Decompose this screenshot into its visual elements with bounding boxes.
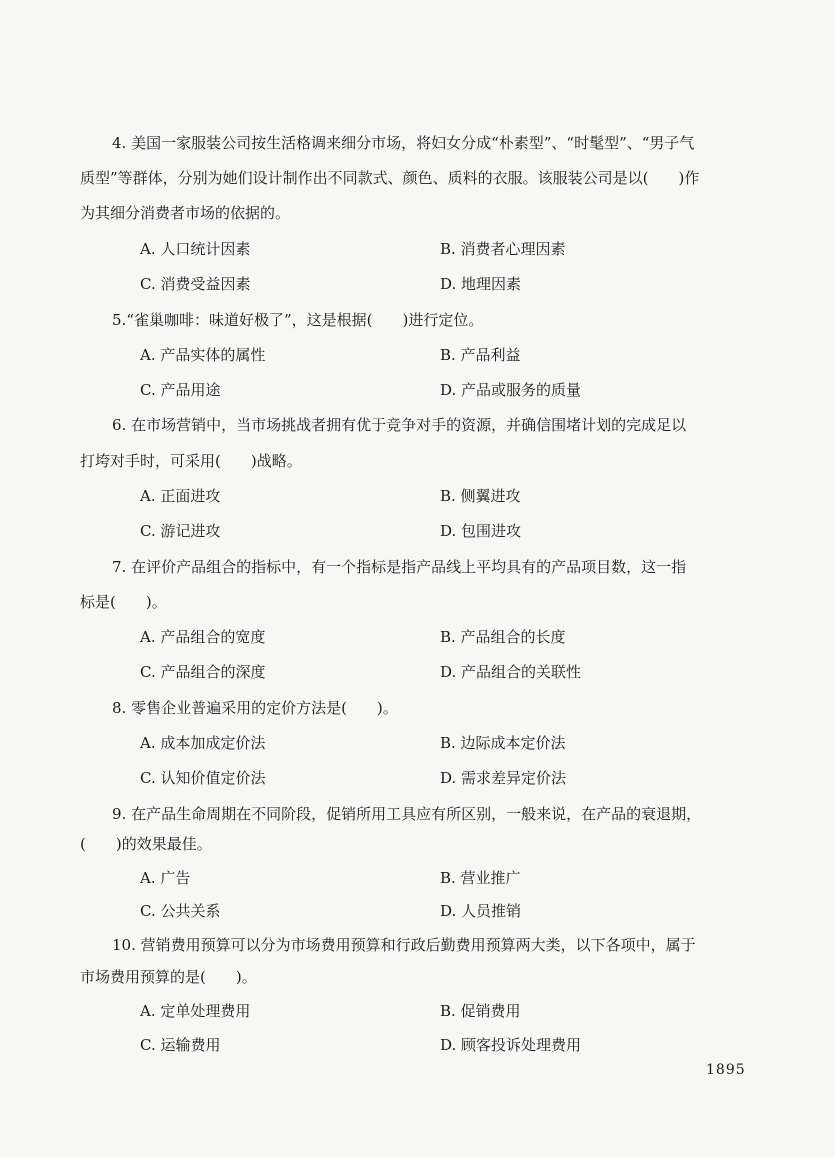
question-7-option-a: A. 产品组合的宽度 bbox=[140, 628, 266, 646]
question-10-line-1: 10. 营销费用预算可以分为市场费用预算和行政后勤费用预算两大类，以下各项中，属于 bbox=[112, 936, 696, 954]
question-8-option-a: A. 成本加成定价法 bbox=[140, 734, 266, 752]
question-5-option-a: A. 产品实体的属性 bbox=[140, 346, 266, 364]
question-5-option-c: C. 产品用途 bbox=[140, 381, 221, 399]
question-4-option-d: D. 地理因素 bbox=[440, 275, 522, 293]
question-6-option-a: A. 正面进攻 bbox=[140, 487, 221, 505]
question-8-option-b: B. 边际成本定价法 bbox=[440, 734, 566, 752]
question-8-line-1: 8. 零售企业普遍采用的定价方法是( )。 bbox=[112, 699, 398, 717]
question-10-line-2: 市场费用预算的是( )。 bbox=[80, 968, 257, 986]
question-9-option-a: A. 广告 bbox=[140, 869, 191, 887]
question-6-option-d: D. 包围进攻 bbox=[440, 522, 522, 540]
question-10-option-a: A. 定单处理费用 bbox=[140, 1002, 251, 1020]
question-5-option-b: B. 产品利益 bbox=[440, 346, 521, 364]
question-7-line-2: 标是( )。 bbox=[80, 593, 167, 611]
question-6-line-2: 打垮对手时，可采用( )战略。 bbox=[80, 452, 302, 470]
question-9-option-c: C. 公共关系 bbox=[140, 902, 221, 920]
question-4-option-c: C. 消费受益因素 bbox=[140, 275, 251, 293]
question-4-line-2: 质型”等群体，分别为她们设计制作出不同款式、颜色、质料的衣服。该服装公司是以( )作 bbox=[80, 169, 700, 187]
question-10-option-c: C. 运输费用 bbox=[140, 1036, 221, 1054]
question-4-option-a: A. 人口统计因素 bbox=[140, 240, 251, 258]
question-4-line-1: 4. 美国一家服装公司按生活格调来细分市场，将妇女分成“朴素型”、“时髦型”、“男子气 bbox=[112, 134, 695, 152]
question-8-option-c: C. 认知价值定价法 bbox=[140, 769, 266, 787]
question-4-line-3: 为其细分消费者市场的依据的。 bbox=[80, 204, 291, 222]
question-9-option-d: D. 人员推销 bbox=[440, 902, 522, 920]
question-8-option-d: D. 需求差异定价法 bbox=[440, 769, 567, 787]
question-10-option-d: D. 顾客投诉处理费用 bbox=[440, 1036, 582, 1054]
question-7-option-d: D. 产品组合的关联性 bbox=[440, 663, 582, 681]
question-9-line-1: 9. 在产品生命周期在不同阶段，促销所用工具应有所区别，一般来说，在产品的衰退期， bbox=[112, 805, 702, 823]
question-6-line-1: 6. 在市场营销中，当市场挑战者拥有优于竞争对手的资源，并确信围堵计划的完成足以 bbox=[112, 416, 687, 434]
question-5-line-1: 5.“雀巢咖啡：味道好极了”，这是根据( )进行定位。 bbox=[112, 311, 484, 329]
question-5-option-d: D. 产品或服务的质量 bbox=[440, 381, 582, 399]
question-9-option-b: B. 营业推广 bbox=[440, 869, 521, 887]
question-9-line-2: ( )的效果最佳。 bbox=[80, 835, 212, 853]
question-6-option-b: B. 侧翼进攻 bbox=[440, 487, 521, 505]
question-10-option-b: B. 促销费用 bbox=[440, 1002, 521, 1020]
question-6-option-c: C. 游记进攻 bbox=[140, 522, 221, 540]
question-7-option-c: C. 产品组合的深度 bbox=[140, 663, 266, 681]
page-number: 1895 bbox=[706, 1062, 746, 1078]
question-7-line-1: 7. 在评价产品组合的指标中，有一个指标是指产品线上平均具有的产品项目数，这一指 bbox=[112, 558, 687, 576]
question-4-option-b: B. 消费者心理因素 bbox=[440, 240, 566, 258]
question-7-option-b: B. 产品组合的长度 bbox=[440, 628, 566, 646]
